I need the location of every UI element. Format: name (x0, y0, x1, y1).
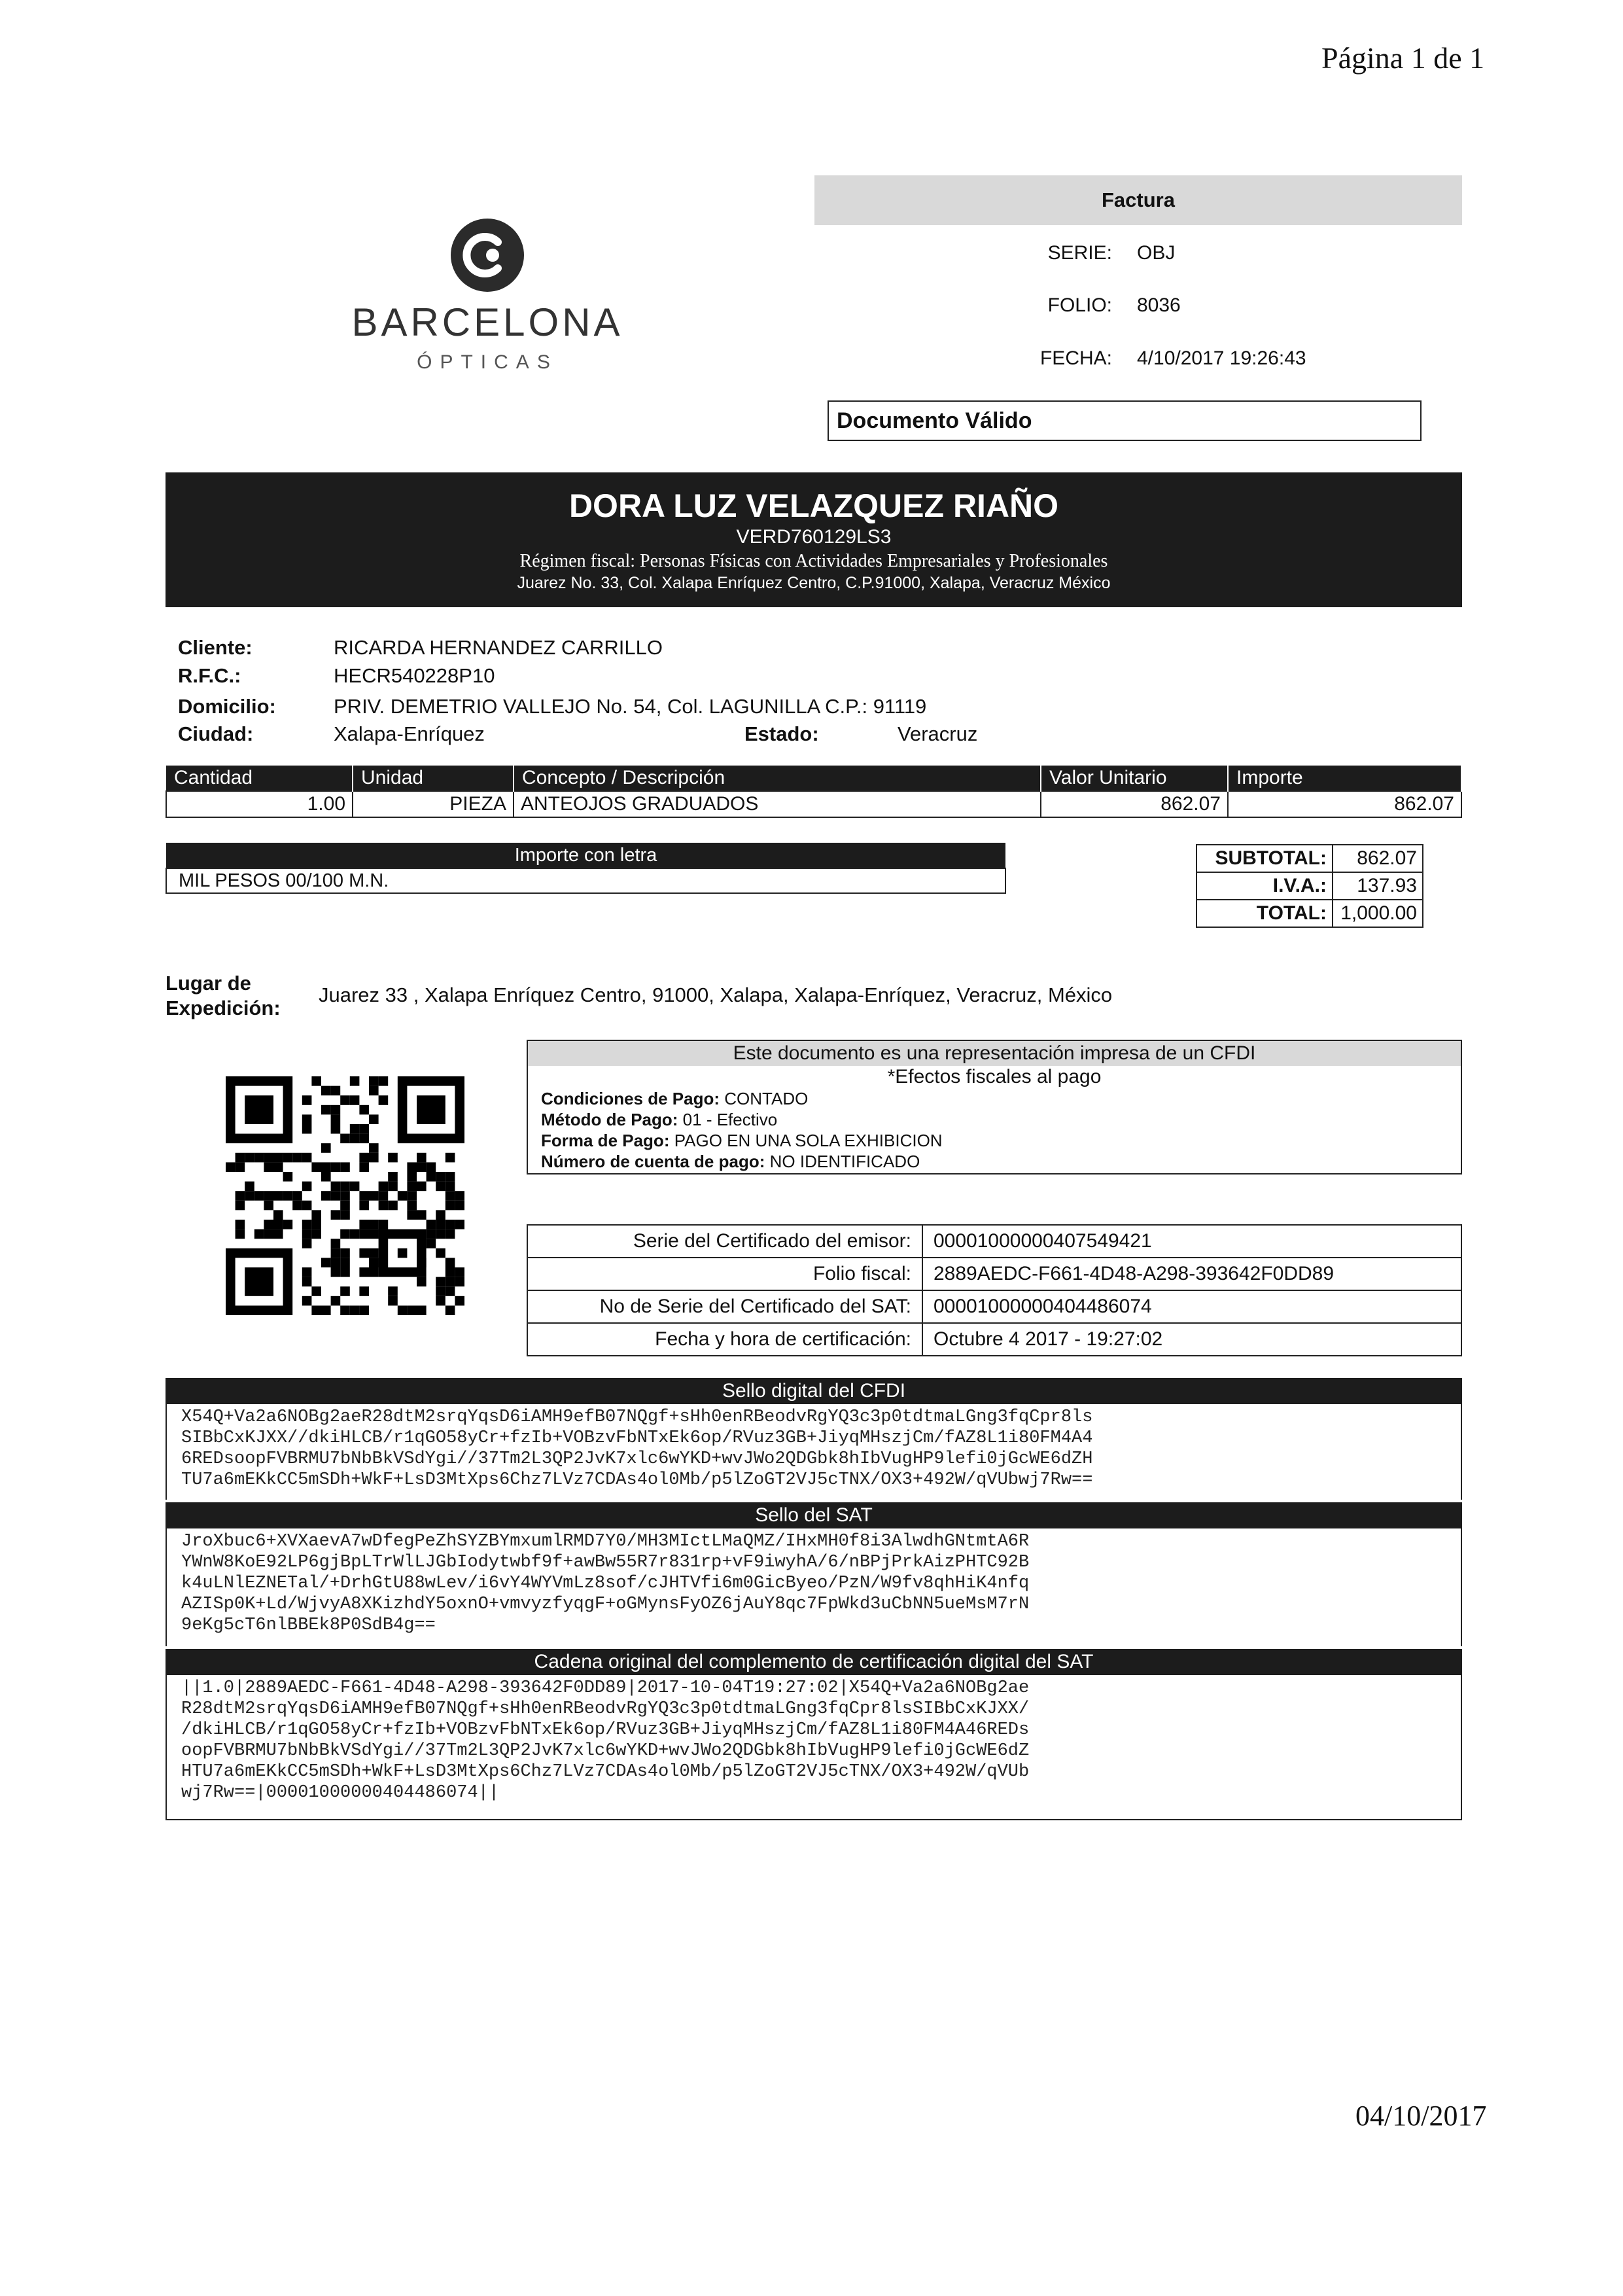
issuer-block (166, 472, 1462, 607)
cadena-original-line: R28dtM2srqYqsD6iAMH9efB07NQgf+sHh0enRBeodvRgYQ3c3p0tdtmaLGng3fqCpr8lsSIBbCxKJXX/ (181, 1699, 1030, 1719)
condiciones-value: CONTADO (724, 1089, 809, 1108)
amount-words-table (166, 843, 1006, 894)
serie-sat-label: No de Serie del Certificado del SAT: (527, 1290, 922, 1323)
subtotal-value: 862.07 (1333, 845, 1423, 872)
estado-label: Estado: (744, 722, 819, 745)
serie-value: OBJ (1137, 242, 1176, 264)
folio-fiscal-value: 2889AEDC-F661-4D48-A298-393642F0DD89 (922, 1258, 1461, 1290)
serie-emisor-value: 00001000000407549421 (922, 1225, 1461, 1258)
issuer-rfc: VERD760129LS3 (736, 526, 892, 548)
metodo-row (528, 1109, 1461, 1130)
sello-sat-line: AZISp0K+Ld/WjvyA8XKizhdY5oxnO+vmvyzfyqgF+oGMynsFyOZ6jAuY8qc7FpWkd3uCbNN5ueMsM7rN (181, 1595, 1030, 1614)
amount-words-header: Importe con letra (166, 843, 1005, 868)
logo-subtitle: ÓPTICAS (417, 351, 558, 373)
cadena-original-line: wj7Rw==|00001000000404486074|| (181, 1783, 500, 1803)
metodo-label: Método de Pago: (541, 1110, 678, 1129)
cadena-original-line: oopFVBRMU7bNbBkVSdYgi//37Tm2L3QP2JvK7xlc6wYKD+wvJWo2QDGbk8hIbVugHP9lefi0jGcWE6dZ (181, 1741, 1030, 1761)
subtotal-label: SUBTOTAL: (1196, 845, 1333, 872)
certificate-table (527, 1224, 1462, 1356)
cell-unidad: PIEZA (353, 791, 514, 817)
totals-table (1196, 844, 1423, 928)
folio-fiscal-label: Folio fiscal: (527, 1258, 922, 1290)
iva-label: I.V.A.: (1196, 872, 1333, 900)
fecha-cert-value: Octubre 4 2017 - 19:27:02 (922, 1323, 1461, 1356)
cliente-value: RICARDA HERNANDEZ CARRILLO (334, 636, 663, 659)
total-label: TOTAL: (1196, 900, 1333, 927)
cell-cantidad: 1.00 (166, 791, 353, 817)
cadena-original-line: ||1.0|2889AEDC-F661-4D48-A298-393642F0DD89|2017-10-04T19:27:02|X54Q+Va2a6NOBg2ae (181, 1678, 1030, 1698)
cell-importe: 862.07 (1228, 791, 1461, 817)
cell-valor-unitario: 862.07 (1041, 791, 1228, 817)
sello-sat-line: YWnW8KoE92LP6gjBpLTrWlLJGbIodytwbf9f+awBw55R7r831rp+vF9iwyhA/6/nBPjPrkAizPHTC92B (181, 1553, 1030, 1572)
cadena-original-line: HTU7a6mEKkCC5mSDh+WkF+LsD3MtXps6Chz7LVz7CDAs4ol0Mb/p5lZoGT2VJ5cTNX/OX3+492W/qVUb (181, 1762, 1030, 1782)
items-table (166, 766, 1462, 818)
header-concepto: Concepto / Descripción (514, 766, 1041, 791)
lugar-label-line2: Expedición: (166, 997, 281, 1019)
forma-value: PAGO EN UNA SOLA EXHIBICION (674, 1131, 943, 1150)
cuenta-row (528, 1151, 1461, 1172)
sello-cfdi-header: Sello digital del CFDI (166, 1378, 1462, 1404)
serie-sat-value: 00001000000404486074 (922, 1290, 1461, 1323)
factura-title: Factura (814, 175, 1462, 225)
cfdi-subheader: *Efectos fiscales al pago (887, 1066, 1102, 1087)
company-logo (327, 216, 648, 374)
iva-value: 137.93 (1333, 872, 1423, 900)
sello-sat-body (166, 1528, 1462, 1646)
cuenta-value: NO IDENTIFICADO (769, 1152, 920, 1171)
page-number: Página 1 de 1 (1321, 41, 1485, 75)
rfc-value: HECR540228P10 (334, 664, 495, 687)
condiciones-label: Condiciones de Pago: (541, 1089, 720, 1108)
table-row (166, 791, 1461, 817)
cadena-original-line: /dkiHLCB/r1qGO58yCr+fzIb+VOBzvFbNTxEk6op/RVuz3GB+JiyqMHszjCm/fAZ8L1i80FM4A46REDs (181, 1720, 1030, 1740)
serie-emisor-label: Serie del Certificado del emisor: (527, 1225, 922, 1258)
ciudad-value: Xalapa-Enríquez (334, 722, 485, 745)
issuer-regime: Régimen fiscal: Personas Físicas con Actividades Empresariales y Profesionales (519, 551, 1108, 571)
folio-label: FOLIO: (1047, 294, 1112, 316)
domicilio-value: PRIV. DEMETRIO VALLEJO No. 54, Col. LAGUNILLA C.P.: 91119 (334, 695, 927, 718)
total-value: 1,000.00 (1333, 900, 1423, 927)
metodo-value: 01 - Efectivo (682, 1110, 778, 1129)
sello-sat-header: Sello del SAT (166, 1502, 1462, 1528)
domicilio-label: Domicilio: (178, 695, 276, 718)
header-importe: Importe (1228, 766, 1461, 791)
lugar-label-line1: Lugar de (166, 972, 251, 995)
forma-row (528, 1130, 1461, 1151)
sello-cfdi-line: 6REDsoopFVBRMU7bNbBkVSdYgi//37Tm2L3QP2JvK7xlc6wYKD+wvJWo2QDGbk8hIbVugHP9lefi0jGcWE6dZH (181, 1449, 1093, 1469)
fecha-value: 4/10/2017 19:26:43 (1137, 347, 1306, 369)
cliente-label: Cliente: (178, 636, 253, 659)
sello-cfdi-line: TU7a6mEKkCC5mSDh+WkF+LsD3MtXps6Chz7LVz7CDAs4ol0Mb/p5lZoGT2VJ5cTNX/OX3+492W/qVUbwj7Rw== (181, 1470, 1093, 1490)
cfdi-box (527, 1040, 1462, 1174)
serie-label: SERIE: (1047, 242, 1112, 264)
header-cantidad: Cantidad (166, 766, 353, 791)
estado-value: Veracruz (898, 722, 978, 745)
sello-cfdi-line: SIBbCxKJXX//dkiHLCB/r1qGO58yCr+fzIb+VOBzvFbNTxEk6op/RVuz3GB+JiyqMHszjCm/fAZ8L1i80FM4A4 (181, 1428, 1093, 1448)
cell-concepto: ANTEOJOS GRADUADOS (514, 791, 1041, 817)
fecha-label: FECHA: (1039, 347, 1112, 369)
page-date: 04/10/2017 (1355, 2100, 1487, 2132)
cadena-original-header: Cadena original del complemento de certificación digital del SAT (166, 1649, 1462, 1675)
cfdi-header: Este documento es una representación impresa de un CFDI (528, 1041, 1461, 1066)
header-valor-unitario: Valor Unitario (1041, 766, 1228, 791)
cadena-original-body (166, 1675, 1462, 1820)
sello-cfdi-line: X54Q+Va2a6NOBg2aeR28dtM2srqYqsD6iAMH9efB07NQgf+sHh0enRBeodvRgYQ3c3p0tdtmaLGng3fqCpr8ls (181, 1407, 1093, 1427)
amount-words-value: MIL PESOS 00/100 M.N. (166, 868, 1005, 893)
cuenta-label: Número de cuenta de pago: (541, 1152, 765, 1171)
header-unidad: Unidad (353, 766, 514, 791)
folio-value: 8036 (1137, 294, 1181, 316)
sello-sat-line: 9eKg5cT6nlBBEk8P0SdB4g== (181, 1616, 436, 1635)
ciudad-label: Ciudad: (178, 722, 254, 745)
sello-sat-line: k4uLNlEZNETal/+DrhGtU88wLev/i6vY4WYVmLz8sof/cJHTVfi6m0GicByeo/PzN/W9fv8qhHiK4nfq (181, 1574, 1030, 1593)
logo-mark-icon (448, 216, 527, 294)
lugar-value: Juarez 33 , Xalapa Enríquez Centro, 91000, Xalapa, Xalapa-Enríquez, Veracruz, México (319, 983, 1113, 1006)
condiciones-row (528, 1088, 1461, 1109)
issuer-address: Juarez No. 33, Col. Xalapa Enríquez Centro, C.P.91000, Xalapa, Veracruz México (517, 574, 1111, 592)
status-badge: Documento Válido (828, 400, 1422, 441)
items-header-row (166, 766, 1461, 791)
logo-name: BARCELONA (351, 300, 623, 344)
rfc-label: R.F.C.: (178, 664, 241, 687)
sello-cfdi-body (166, 1404, 1462, 1500)
qr-code-icon (226, 1076, 464, 1315)
sello-sat-line: JroXbuc6+XVXaevA7wDfegPeZhSYZBYmxumlRMD7Y0/MH3MIctLMaQMZ/IHxMH0f8i3AlwdhGNtmtA6R (181, 1532, 1030, 1551)
issuer-name: DORA LUZ VELAZQUEZ RIAÑO (568, 487, 1059, 524)
fecha-cert-label: Fecha y hora de certificación: (527, 1323, 922, 1356)
forma-label: Forma de Pago: (541, 1131, 670, 1150)
lugar-label (166, 971, 281, 1021)
